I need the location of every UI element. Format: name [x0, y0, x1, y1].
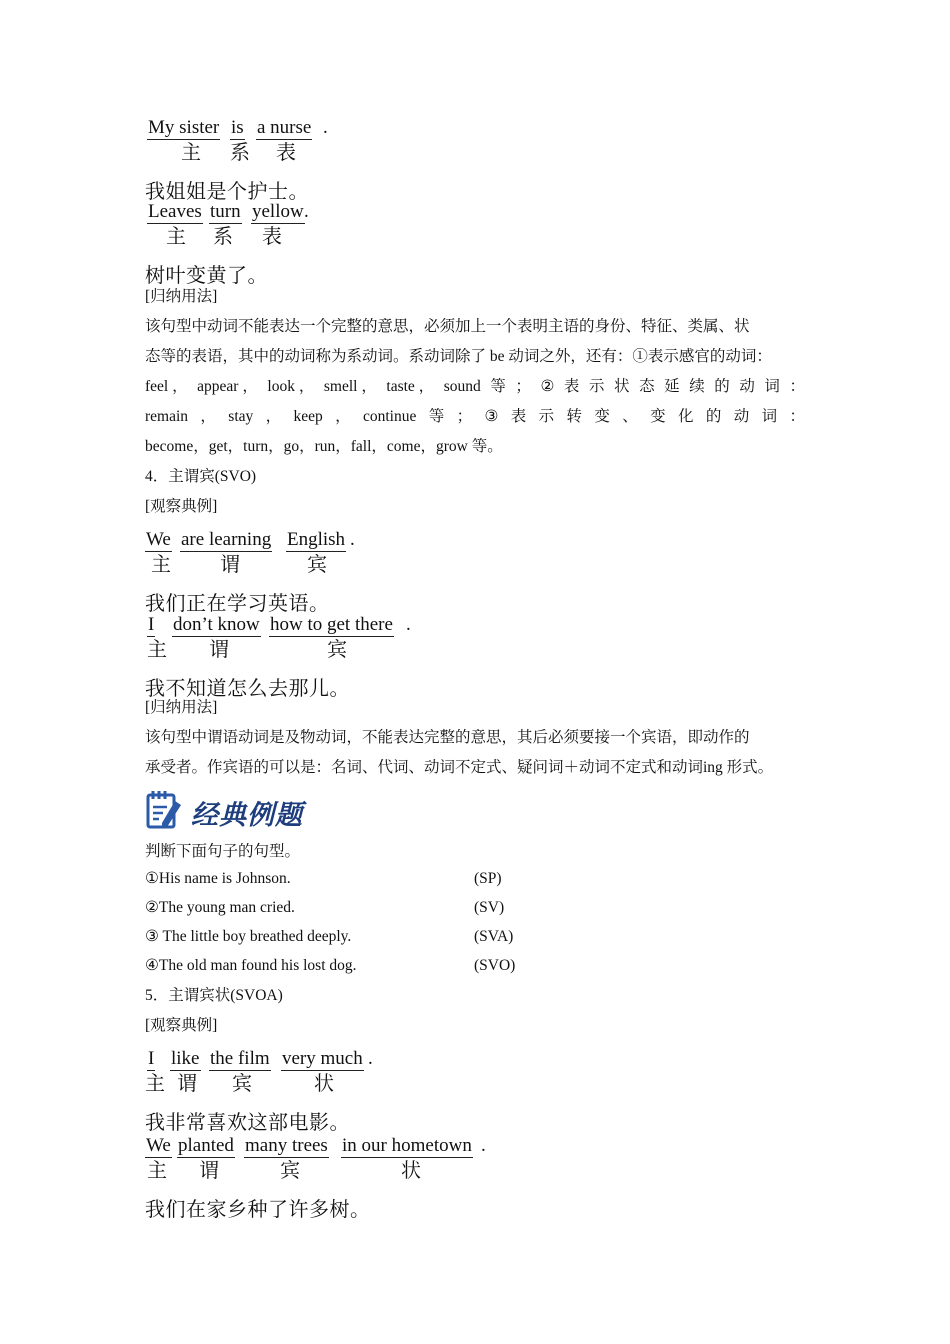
role-predicate: 谓: [177, 1073, 197, 1095]
role-link: 系: [213, 226, 233, 248]
example-sentence: [145, 614, 411, 640]
question-4: [145, 956, 516, 976]
verb-word: planted: [178, 1135, 234, 1156]
example-sentence: [145, 529, 355, 555]
token: 、: [622, 408, 638, 425]
period: .: [323, 117, 328, 138]
token: 词: [761, 408, 778, 425]
role-predicate: 谓: [220, 554, 240, 576]
period: .: [350, 529, 355, 550]
token: ；: [515, 378, 531, 395]
token: 动: [733, 408, 750, 425]
object-word: many trees: [245, 1135, 328, 1156]
role-subject: 主: [151, 554, 171, 576]
role-labels: [145, 640, 350, 664]
role-labels: [145, 1074, 350, 1098]
example-i-dont-know: [145, 614, 411, 701]
role-subject: 主: [181, 142, 201, 164]
object-word: the film: [210, 1048, 270, 1069]
chinese-translation: 我不知道怎么去那儿。: [145, 678, 350, 700]
subject-word: We: [146, 1135, 171, 1156]
token: 状: [614, 378, 630, 395]
role-labels: [145, 226, 282, 251]
token: continue: [362, 408, 417, 425]
token: taste ，: [386, 378, 435, 395]
subject-word: Leaves: [148, 201, 202, 222]
token: 示: [538, 408, 555, 425]
object-word: English: [287, 529, 346, 550]
example-sentence: [145, 201, 309, 227]
question-2: [145, 898, 505, 918]
section-label-guina: [归纳用法]: [145, 288, 218, 305]
adverbial-word: very much: [282, 1048, 363, 1069]
token: feel ，: [145, 378, 188, 395]
example-my-sister: [145, 117, 328, 204]
question-text: ④The old man found his lost dog.: [145, 957, 357, 974]
role-predicate: 谓: [199, 1160, 219, 1182]
subject-word: I: [148, 614, 155, 635]
example-sentence: [145, 1048, 373, 1074]
token: ②: [540, 378, 555, 395]
notebook-pencil-icon: [145, 789, 183, 836]
token: ，: [335, 408, 351, 425]
token: ；: [456, 408, 473, 425]
token: 态: [639, 378, 655, 395]
token: 的: [705, 408, 722, 425]
paragraph-line-justified: [145, 402, 805, 432]
role-subject: 主: [145, 1073, 165, 1095]
subject-word: I: [148, 1048, 155, 1069]
period: .: [406, 614, 411, 635]
role-predicative: 表: [262, 226, 282, 248]
question-3: [145, 927, 514, 947]
verb-word: like: [171, 1048, 200, 1069]
period: .: [481, 1135, 486, 1156]
section-label-guina: [归纳用法]: [145, 699, 218, 716]
token: 动: [739, 378, 755, 395]
token: 的: [714, 378, 730, 395]
token: 词: [764, 378, 780, 395]
classic-examples-banner: [145, 790, 303, 834]
paragraph-line-justified: [145, 372, 805, 402]
verb-word: turn: [210, 201, 241, 222]
token: look ，: [267, 378, 315, 395]
token: remain: [145, 408, 189, 425]
adverbial-word: in our hometown: [342, 1135, 472, 1156]
token: 变: [594, 408, 610, 425]
role-object: 宾: [307, 554, 327, 576]
role-link: 系: [230, 142, 250, 164]
paragraph-line: 该句型中谓语动词是及物动词，不能表达完整的意思，其后必须要接一个宾语，即动作的: [145, 729, 750, 746]
chinese-translation: 我非常喜欢这部电影。: [145, 1112, 350, 1134]
example-sentence: [145, 1135, 486, 1161]
token: ③: [484, 408, 499, 425]
token: sound: [443, 378, 481, 395]
role-adverbial: 状: [314, 1073, 334, 1095]
token: 等: [490, 378, 506, 395]
token: ，: [200, 408, 216, 425]
token: 等: [428, 408, 445, 425]
token: smell ，: [323, 378, 377, 395]
question-1: [145, 869, 502, 889]
answer: (SVO): [474, 957, 516, 974]
banner-title: 经典例题: [191, 799, 303, 831]
verb-word: don’t know: [173, 614, 260, 635]
role-object: 宾: [280, 1160, 300, 1182]
role-labels: [145, 1160, 421, 1185]
subject-word: We: [146, 529, 171, 550]
task-instruction: 判断下面句子的句型。: [145, 843, 301, 860]
chinese-translation: 我们正在学习英语。: [145, 593, 330, 615]
section-label-guancha: [观察典例]: [145, 1017, 218, 1034]
chinese-translation: 树叶变黄了。: [145, 265, 268, 287]
role-predicative: 表: [276, 142, 296, 164]
role-subject: 主: [147, 639, 167, 661]
role-subject: 主: [166, 226, 186, 248]
token: 续: [689, 378, 705, 395]
predicative-word: a nurse: [257, 117, 312, 138]
role-object: 宾: [232, 1073, 252, 1095]
token: keep: [293, 408, 323, 425]
answer: (SP): [474, 870, 502, 887]
token: stay: [228, 408, 254, 425]
answer: (SV): [474, 899, 505, 916]
heading-svoa: 5．主谓宾状(SVOA): [145, 987, 283, 1004]
chinese-translation: 我姐姐是个护士。: [145, 181, 309, 203]
period: .: [304, 201, 309, 222]
role-subject: 主: [147, 1160, 167, 1182]
token: ：: [789, 408, 805, 425]
paragraph-link-verbs: [145, 312, 805, 462]
token: 表: [563, 378, 580, 395]
paragraph-transitive: [145, 723, 805, 783]
token: appear ，: [197, 378, 258, 395]
token: 化: [677, 408, 694, 425]
example-i-like-the-film: [145, 1048, 373, 1135]
subject-word: My sister: [148, 117, 220, 138]
role-labels: [145, 143, 309, 167]
token: ，: [265, 408, 282, 425]
verb-word: is: [231, 117, 244, 138]
predicative-word: yellow: [252, 201, 304, 222]
token: 表: [510, 408, 527, 425]
answer: (SVA): [474, 928, 514, 945]
token: 变: [650, 408, 666, 425]
role-labels: [145, 555, 330, 579]
token: ：: [789, 378, 805, 395]
chinese-translation: 我们在家乡种了许多树。: [145, 1199, 371, 1221]
verb-word: are learning: [181, 529, 272, 550]
paragraph-line: become，get，turn，go，run，fall，come，grow 等。: [145, 438, 503, 455]
example-we-are-learning: [145, 529, 355, 616]
section-label-guancha: [观察典例]: [145, 498, 218, 515]
paragraph-line: 该句型中动词不能表达一个完整的意思，必须加上一个表明主语的身份、特征、类属、状: [145, 318, 750, 335]
example-sentence: [145, 117, 328, 143]
paragraph-line: 承受者。作宾语的可以是：名词、代词、动词不定式、疑问词＋动词不定式和动词ing 形式。: [145, 759, 774, 776]
token: 延: [664, 378, 680, 395]
paragraph-line: 态等的表语，其中的动词称为系动词。系动词除了 be 动词之外，还有：①表示感官的动词：: [145, 348, 772, 365]
role-adverbial: 状: [401, 1160, 421, 1182]
question-text: ①His name is Johnson.: [145, 870, 291, 887]
period: .: [368, 1048, 373, 1069]
token: 示: [588, 378, 605, 395]
example-leaves: [145, 201, 309, 288]
object-word: how to get there: [270, 614, 393, 635]
example-we-planted: [145, 1135, 486, 1222]
token: 转: [566, 408, 582, 425]
question-text: ②The young man cried.: [145, 899, 295, 916]
role-predicate: 谓: [209, 639, 229, 661]
role-object: 宾: [327, 639, 347, 661]
question-text: ③ The little boy breathed deeply.: [145, 928, 352, 945]
heading-svo: 4．主谓宾(SVO): [145, 468, 257, 485]
